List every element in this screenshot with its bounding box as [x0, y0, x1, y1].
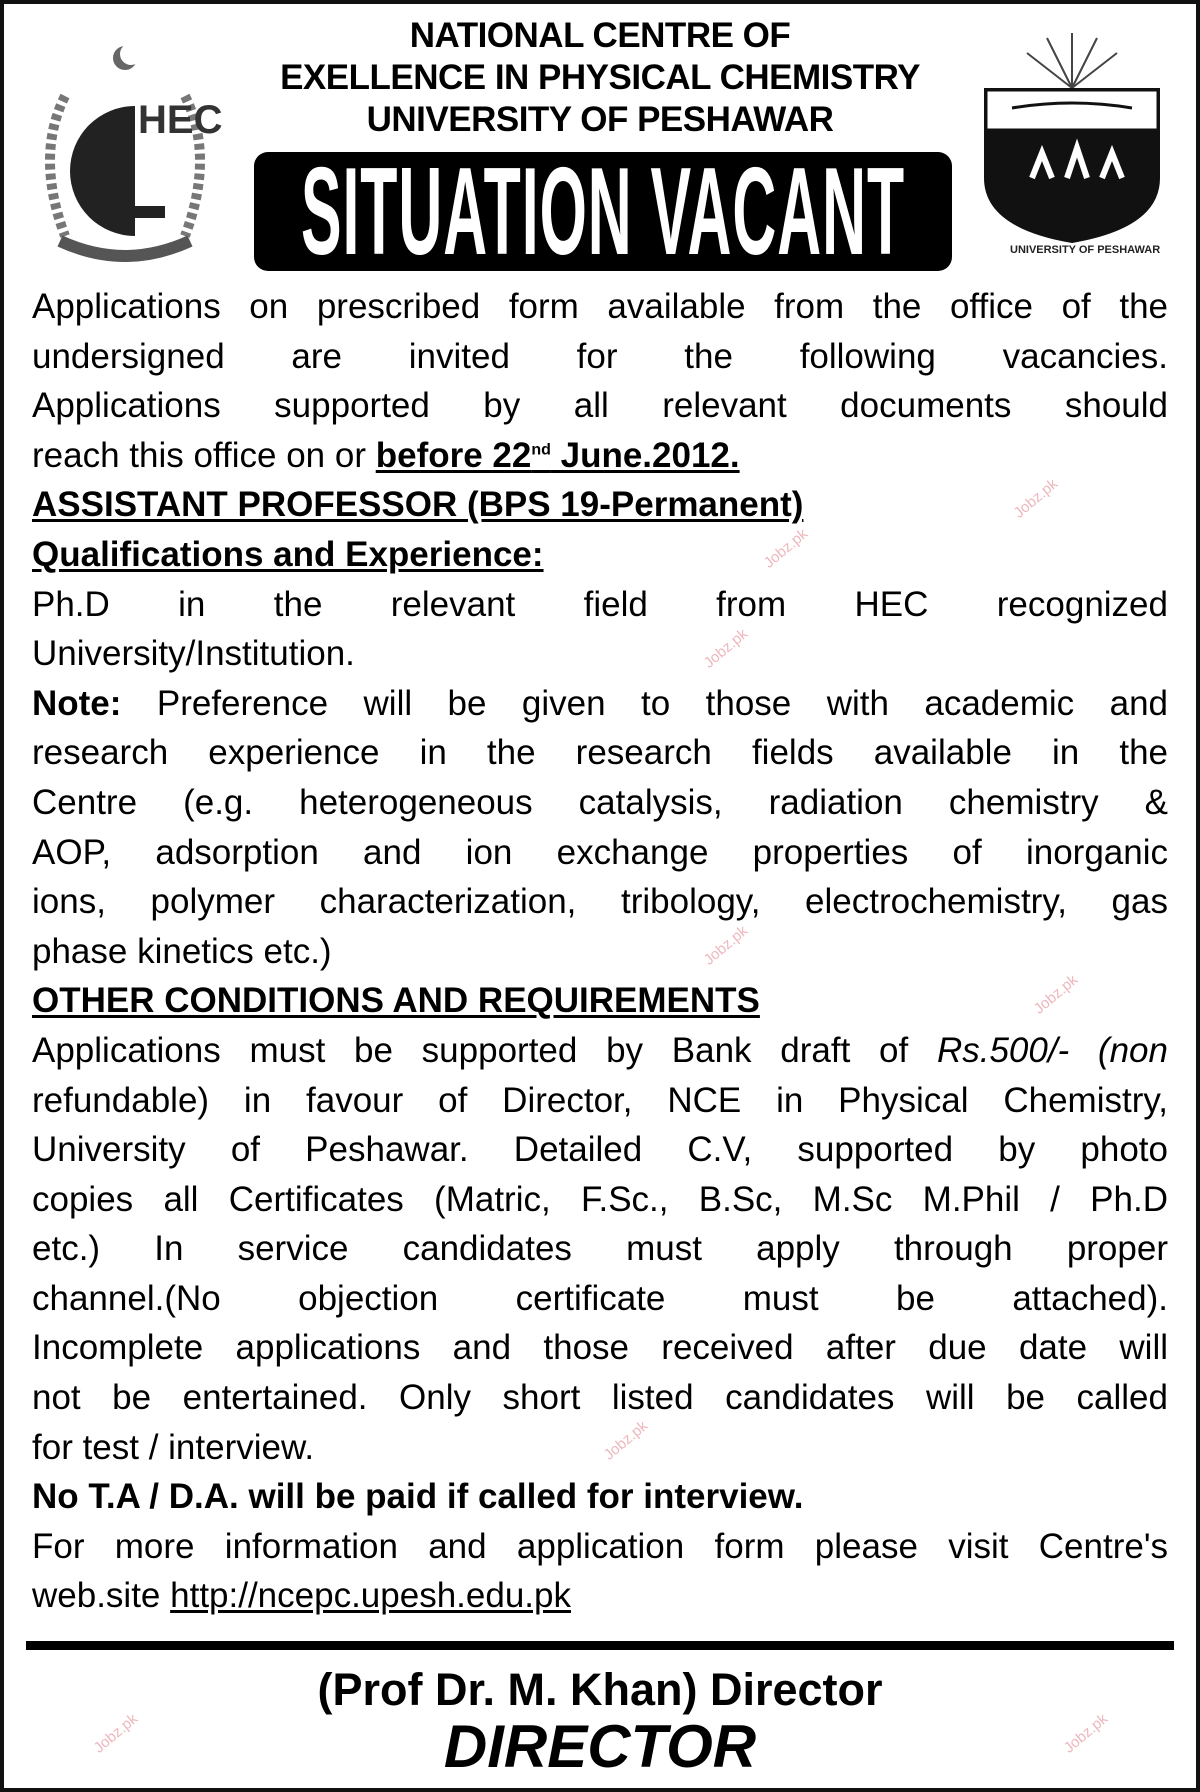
condition-line: not be entertained. Only short listed candidates will be called — [32, 1378, 1168, 1418]
note-line: research experience in the research fields available in the — [32, 733, 1168, 773]
deadline-month: June.2012. — [550, 435, 740, 475]
header-line-3: UNIVERSITY OF PESHAWAR — [366, 100, 834, 139]
intro-line: undersigned are invited for the following vacancies. — [32, 336, 1168, 376]
condition-line: etc.) In service candidates must apply through proper — [32, 1229, 1168, 1269]
deadline-date — [376, 436, 740, 475]
condition-line: copies all Certificates (Matric, F.Sc., B.Sc, M.Sc M.Phil / Ph.D — [32, 1179, 1168, 1219]
note-line: phase kinetics etc.) — [32, 931, 332, 971]
banner-text: SITUATION VACANT — [300, 152, 906, 271]
info-line: For more information and application form please visit Centre's — [32, 1526, 1168, 1566]
signatory-title: DIRECTOR — [443, 1713, 757, 1780]
watermark: Jobz.pk — [700, 625, 752, 672]
note-line: ions, polymer characterization, tribology, electrochemistry, gas — [32, 882, 1168, 922]
fee-amount: Rs.500/- (non — [936, 1030, 1168, 1070]
watermark: Jobz.pk — [1010, 475, 1062, 522]
website-line — [32, 1571, 1168, 1621]
crest-emblem-icon — [972, 28, 1172, 268]
deadline-before: before 22 — [375, 435, 532, 475]
advertisement-body — [32, 282, 1168, 1621]
note-line — [32, 679, 1168, 729]
post-title: ASSISTANT PROFESSOR (BPS 19-Permanent) — [32, 485, 804, 525]
watermark: Jobz.pk — [90, 1710, 142, 1757]
header-line-1: NATIONAL CENTRE OF — [409, 16, 791, 55]
watermark: Jobz.pk — [760, 525, 812, 572]
note-label: Note: — [32, 683, 122, 723]
condition-line: refundable) in favour of Director, NCE in Physical Chemistry, — [32, 1080, 1168, 1120]
condition-line: for test / interview. — [32, 1427, 315, 1467]
condition-line: channel.(No objection certificate must be attached). — [32, 1278, 1168, 1318]
signatory-name: (Prof Dr. M. Khan) Director — [317, 1664, 883, 1715]
situation-vacant-banner — [254, 152, 952, 271]
qualifications-heading: Qualifications and Experience: — [32, 534, 544, 574]
note-text: Preference will be given to those with academic and — [121, 683, 1168, 723]
deadline-prefix: reach this office on or — [32, 435, 376, 475]
condition-text: Applications must be supported by Bank draft of — [32, 1030, 937, 1070]
university-crest-logo — [972, 28, 1172, 268]
watermark: Jobz.pk — [1060, 1710, 1112, 1757]
condition-line: University of Peshawar. Detailed C.V, supported by photo — [32, 1130, 1168, 1170]
note-line: AOP, adsorption and ion exchange properties of inorganic — [32, 832, 1168, 872]
qualification-line: Ph.D in the relevant field from HEC recognized — [32, 584, 1168, 624]
hec-logo — [25, 36, 225, 264]
watermark: Jobz.pk — [1030, 971, 1082, 1018]
qualification-line: University/Institution. — [32, 634, 355, 674]
conditions-heading: OTHER CONDITIONS AND REQUIREMENTS — [32, 981, 760, 1021]
watermark: Jobz.pk — [600, 1417, 652, 1464]
intro-line: Applications supported by all relevant documents should — [32, 386, 1168, 426]
intro-line: Applications on prescribed form available from the office of the — [32, 287, 1168, 326]
divider-rule — [26, 1641, 1174, 1650]
condition-line — [32, 1026, 1168, 1076]
deadline-line — [32, 431, 1168, 481]
deadline-sup: nd — [531, 441, 551, 459]
hec-emblem-icon — [25, 36, 225, 264]
website-prefix: web.site — [32, 1576, 171, 1616]
hec-logo-text: HEC — [138, 98, 223, 142]
ta-da-notice: No T.A / D.A. will be paid if called for interview. — [32, 1477, 804, 1517]
crest-ribbon-text: UNIVERSITY OF PESHAWAR — [1010, 244, 1161, 256]
watermark: Jobz.pk — [700, 922, 752, 969]
note-line: Centre (e.g. heterogeneous catalysis, radiation chemistry & — [32, 782, 1168, 822]
website-link[interactable]: http://ncepc.upesh.edu.pk — [170, 1576, 571, 1616]
condition-line: Incomplete applications and those received after due date will — [32, 1328, 1168, 1368]
header-line-2: EXELLENCE IN PHYSICAL CHEMISTRY — [280, 58, 920, 97]
